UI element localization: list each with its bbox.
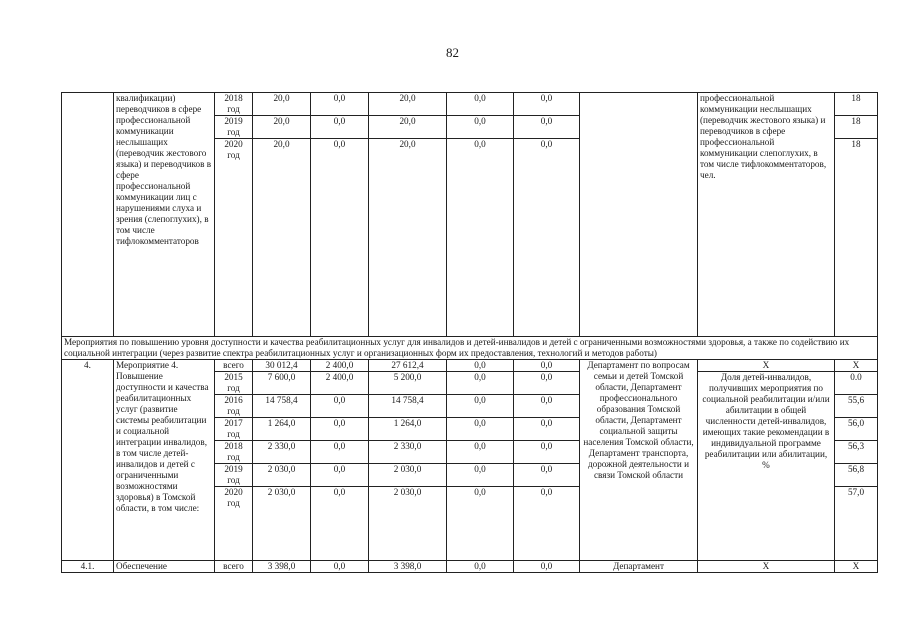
executor-cell: Департамент: [580, 561, 698, 573]
value-regional: 2 030,0: [369, 464, 447, 487]
value-regional: 2 030,0: [369, 487, 447, 561]
year-cell: 2016 год: [215, 395, 253, 418]
measure-name-cell: Мероприятие 4. Повышение доступности и качества реабилитационных услуг (развитие системы реабилитации и социальной интеграции инвалидов, в том числе детей-инвалидов и детей с ограниченными возможностями здоровья) в Томской области, в том числе:: [114, 360, 215, 561]
value-regional: 1 264,0: [369, 418, 447, 441]
value-other: 0,0: [514, 418, 580, 441]
value-total: 14 758,4: [253, 395, 311, 418]
value-local: 0,0: [447, 441, 514, 464]
value-federal: 0,0: [311, 441, 369, 464]
cell-num: [62, 93, 114, 337]
value-federal: 0,0: [311, 395, 369, 418]
year-cell: 2020 год: [215, 139, 253, 337]
value-other: 0,0: [514, 487, 580, 561]
year-cell: всего: [215, 360, 253, 372]
value-regional: 14 758,4: [369, 395, 447, 418]
value-local: 0,0: [447, 360, 514, 372]
value-regional: 5 200,0: [369, 372, 447, 395]
value-federal: 2 400,0: [311, 372, 369, 395]
value-other: 0,0: [514, 441, 580, 464]
value-other: 0,0: [514, 93, 580, 116]
value-other: 0,0: [514, 561, 580, 573]
year-cell: 2018 год: [215, 441, 253, 464]
year-cell: 2017 год: [215, 418, 253, 441]
value-total: 20,0: [253, 93, 311, 116]
measure-number: 4.: [62, 360, 114, 561]
value-total: 3 398,0: [253, 561, 311, 573]
value-federal: 0,0: [311, 139, 369, 337]
year-cell: 2019 год: [215, 464, 253, 487]
year-cell: 2019 год: [215, 116, 253, 139]
value-regional: 20,0: [369, 116, 447, 139]
year-cell: всего: [215, 561, 253, 573]
value-total: 7 600,0: [253, 372, 311, 395]
value-other: 0,0: [514, 395, 580, 418]
page-number: 82: [446, 45, 459, 60]
target-value: 57,0: [835, 487, 878, 561]
value-total: 2 330,0: [253, 441, 311, 464]
value-other: 0,0: [514, 464, 580, 487]
value-regional: 2 330,0: [369, 441, 447, 464]
value-federal: 0,0: [311, 487, 369, 561]
value-total: 20,0: [253, 116, 311, 139]
target-value: 56,8: [835, 464, 878, 487]
year-cell: 2018 год: [215, 93, 253, 116]
target-value: 18: [835, 139, 878, 337]
target-value: 18: [835, 116, 878, 139]
value-total: 2 030,0: [253, 487, 311, 561]
target-value: 55,6: [835, 395, 878, 418]
measure-number: 4.1.: [62, 561, 114, 573]
value-local: 0,0: [447, 139, 514, 337]
indicator-cell: Х: [698, 561, 835, 573]
target-value: 56,3: [835, 441, 878, 464]
budget-table: [61, 92, 878, 573]
target-value: 18: [835, 93, 878, 116]
value-federal: 0,0: [311, 116, 369, 139]
value-federal: 0,0: [311, 464, 369, 487]
table-row: [62, 93, 878, 116]
value-total: 2 030,0: [253, 464, 311, 487]
value-local: 0,0: [447, 93, 514, 116]
executor-cell: Департамент по вопросам семьи и детей Томской области, Департамент профессионального образования Томской области, Департамент социальной защиты населения Томской области, Департамент транспорта, дорожной деятельности и связи Томской области: [580, 360, 698, 561]
section-banner-row: [62, 337, 878, 360]
measure-name-cell: Обеспечение: [114, 561, 215, 573]
value-federal: 0,0: [311, 561, 369, 573]
value-local: 0,0: [447, 561, 514, 573]
value-other: 0,0: [514, 139, 580, 337]
value-regional: 3 398,0: [369, 561, 447, 573]
measure-name-cell: квалификации) переводчиков в сфере профессиональной коммуникации неслышащих (переводчик жестового языка) и переводчиков в сфере профессиональной коммуникации лиц с нарушениями слуха и зрения (слепоглухих), в том числе тифлокомментаторов: [114, 93, 215, 337]
value-local: 0,0: [447, 372, 514, 395]
section-banner: Мероприятия по повышению уровня доступности и качества реабилитационных услуг для инвалидов и детей-инвалидов и детей с ограниченными возможностями здоровья, а также по содействию их социальной интеграции (через развитие спектра реабилитационных услуг и организационных форм их предоставления, технологий и методов работы): [62, 337, 878, 360]
executor-cell: [580, 93, 698, 337]
indicator-cell: профессиональной коммуникации неслышащих (переводчик жестового языка) и переводчиков в сфере профессиональной коммуникации слепоглухих, в том числе тифлокомментаторов, чел.: [698, 93, 835, 337]
value-federal: 2 400,0: [311, 360, 369, 372]
year-cell: 2020 год: [215, 487, 253, 561]
value-regional: 20,0: [369, 139, 447, 337]
target-value: 56,0: [835, 418, 878, 441]
indicator-cell: Доля детей-инвалидов, получивших мероприятия по социальной реабилитации и/или абилитации в общей численности детей-инвалидов, имеющих такие рекомендации в индивидуальной программе реабилитации или абилитации, %: [698, 372, 835, 561]
table-row: [62, 360, 878, 372]
value-federal: 0,0: [311, 418, 369, 441]
value-local: 0,0: [447, 487, 514, 561]
target-value: 0.0: [835, 372, 878, 395]
value-local: 0,0: [447, 116, 514, 139]
value-local: 0,0: [447, 464, 514, 487]
value-other: 0,0: [514, 372, 580, 395]
target-value: Х: [835, 360, 878, 372]
year-cell: 2015 год: [215, 372, 253, 395]
table-row: [62, 561, 878, 573]
value-local: 0,0: [447, 395, 514, 418]
indicator-header: Х: [698, 360, 835, 372]
target-value: Х: [835, 561, 878, 573]
value-regional: 20,0: [369, 93, 447, 116]
value-total: 30 012,4: [253, 360, 311, 372]
value-federal: 0,0: [311, 93, 369, 116]
value-regional: 27 612,4: [369, 360, 447, 372]
value-other: 0,0: [514, 360, 580, 372]
value-total: 20,0: [253, 139, 311, 337]
value-local: 0,0: [447, 418, 514, 441]
value-other: 0,0: [514, 116, 580, 139]
value-total: 1 264,0: [253, 418, 311, 441]
